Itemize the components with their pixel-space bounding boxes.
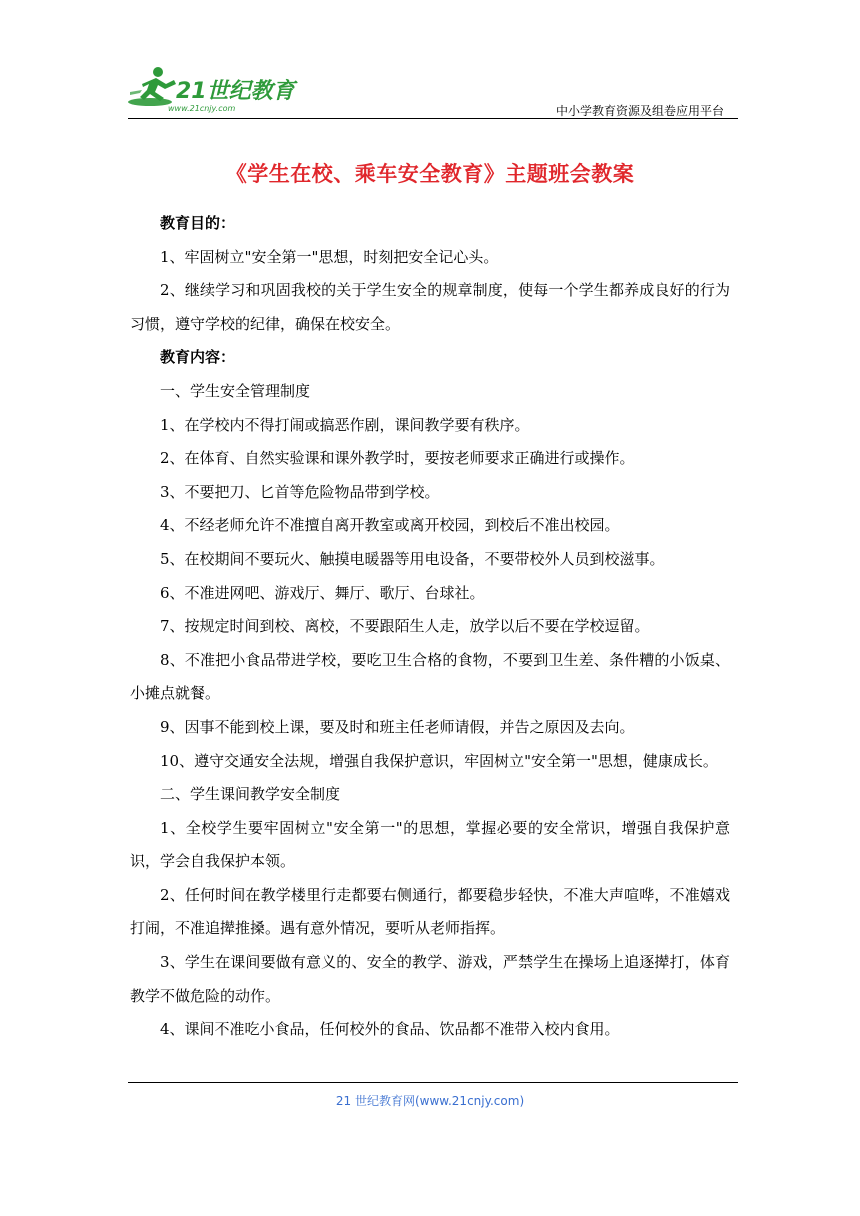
- paragraph: 1、在学校内不得打闹或搞恶作剧，课间教学要有秩序。: [160, 415, 530, 434]
- paragraph: 1、全校学生要牢固树立"安全第一"的思想，掌握必要的安全常识，增强自我保护意识，学会自我保护本领。: [130, 818, 730, 871]
- paragraph: 3、不要把刀、匕首等危险物品带到学校。: [160, 482, 440, 501]
- paragraph: 10、遵守交通安全法规，增强自我保护意识，牢固树立"安全第一"思想，健康成长。: [160, 751, 718, 770]
- section-heading: 教育目的：: [160, 214, 236, 232]
- paragraph: 6、不准进网吧、游戏厅、舞厅、歌厅、台球社。: [160, 583, 485, 602]
- paragraph: 一、学生安全管理制度: [160, 381, 311, 400]
- paragraph: 2、继续学习和巩固我校的关于学生安全的规章制度，使每一个学生都养成良好的行为习惯，遵守学校的纪律，确保在校安全。: [130, 281, 730, 333]
- paragraph: 4、不经老师允许不准擅自离开教室或离开校园，到校后不准出校园。: [160, 516, 620, 535]
- runner-icon: [128, 67, 176, 106]
- logo: [128, 62, 298, 114]
- footer-divider: [128, 1082, 738, 1083]
- footer-link[interactable]: 21 世纪教育网(www.21cnjy.com): [335, 1094, 525, 1108]
- logo-url: www.21cnjy.com: [168, 104, 236, 113]
- paragraph: 9、因事不能到校上课，要及时和班主任老师请假，并告之原因及去向。: [160, 717, 635, 736]
- paragraph: 2、任何时间在教学楼里行走都要右侧通行，都要稳步轻快，不准大声喧哗，不准嬉戏打闹，不准追撵推搡。遇有意外情况，要听从老师指挥。: [130, 885, 730, 938]
- platform-name: 中小学教育资源及组卷应用平台: [555, 104, 724, 118]
- logo-text: 21世纪教育: [176, 79, 295, 104]
- paragraph: 二、学生课间教学安全制度: [160, 785, 341, 804]
- header-divider: [128, 118, 738, 119]
- paragraph: 8、不准把小食品带进学校，要吃卫生合格的食物，不要到卫生差、条件糟的小饭桌、小摊点就餐。: [130, 650, 730, 703]
- paragraph: 1、牢固树立"安全第一"思想，时刻把安全记心头。: [160, 247, 499, 266]
- document-body: [130, 207, 730, 1047]
- page-header: [128, 62, 738, 120]
- paragraph: 2、在体育、自然实验课和课外教学时，要按老师要求正确进行或操作。: [160, 449, 635, 468]
- paragraph: 7、按规定时间到校、离校，不要跟陌生人走，放学以后不要在学校逗留。: [160, 617, 650, 636]
- paragraph: 3、学生在课间要做有意义的、安全的教学、游戏，严禁学生在操场上追逐撵打，体育教学不做危险的动作。: [130, 953, 730, 1005]
- document-title: 《学生在校、乘车安全教育》主题班会教案: [225, 162, 635, 186]
- section-heading: 教育内容：: [160, 348, 236, 367]
- paragraph: 4、课间不准吃小食品，任何校外的食品、饮品都不准带入校内食用。: [160, 1020, 620, 1039]
- paragraph: 5、在校期间不要玩火、触摸电暖器等用电设备，不要带校外人员到校滋事。: [160, 549, 665, 568]
